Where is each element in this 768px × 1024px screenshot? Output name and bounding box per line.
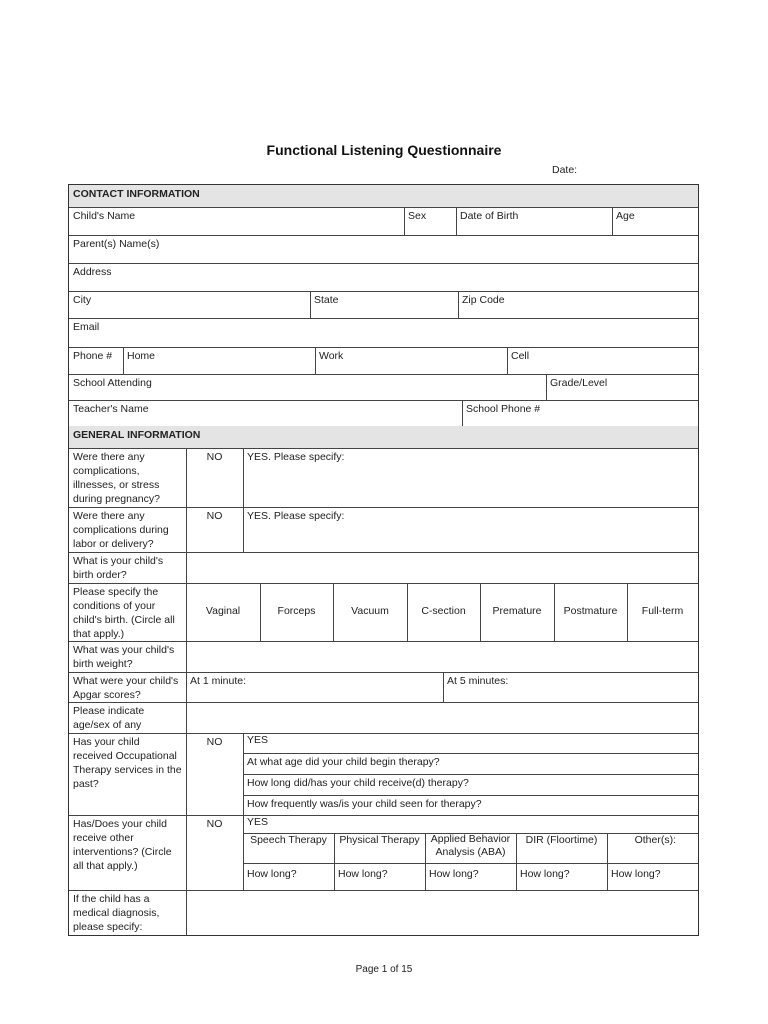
medical-diagnosis-field[interactable] <box>186 890 698 935</box>
apgar-5min-label: At 5 minutes: <box>447 675 509 687</box>
no-label: NO <box>206 736 223 748</box>
intervention-dir-floortime[interactable]: DIR (Floortime) <box>525 834 598 846</box>
sex-label: Sex <box>408 210 427 222</box>
grade-level-label: Grade/Level <box>550 377 608 389</box>
question-labor: Were there any complications during labor or delivery? <box>73 510 169 550</box>
yes-label: YES <box>247 816 269 828</box>
childs-name-label: Child's Name <box>73 210 136 222</box>
others-how-long-field[interactable] <box>607 865 698 890</box>
question-other-interventions: Has/Does your child receive other interventions? (Circle all that apply.) <box>73 818 172 872</box>
question-medical-diagnosis: If the child has a medical diagnosis, please specify: <box>73 893 160 933</box>
question-pregnancy: Were there any complications, illnesses, or stress during pregnancy? <box>73 451 160 505</box>
phone-label-cell <box>69 347 123 374</box>
ot-duration-field[interactable] <box>243 774 698 795</box>
question-birth-conditions: Please specify the conditions of your child's birth. (Circle all that apply.) <box>73 586 175 640</box>
how-long-label: How long? <box>247 868 297 880</box>
how-long-label: How long? <box>338 868 388 880</box>
condition-postmature[interactable]: Postmature <box>563 605 618 617</box>
ot-begin-age-label: At what age did your child begin therapy? <box>247 756 440 768</box>
condition-c-section[interactable]: C-section <box>421 605 466 617</box>
phone-label: Phone # <box>73 350 113 362</box>
city-field[interactable] <box>69 291 310 318</box>
pregnancy-no-option[interactable] <box>186 448 243 507</box>
cell-phone-label: Cell <box>511 350 530 362</box>
ot-duration-label: How long did/has your child receive(d) therapy? <box>247 777 469 789</box>
how-long-label: How long? <box>429 868 479 880</box>
address-field[interactable] <box>69 263 698 291</box>
yes-label: YES <box>247 734 269 746</box>
intervention-others[interactable]: Other(s): <box>634 834 676 846</box>
no-label: NO <box>206 818 223 830</box>
ot-begin-age-field[interactable] <box>243 753 698 774</box>
school-attending-label: School Attending <box>73 377 152 389</box>
state-field[interactable] <box>310 291 458 318</box>
zip-field[interactable] <box>458 291 698 318</box>
contact-section-header: CONTACT INFORMATION <box>69 185 698 207</box>
question-birth-weight: What was your child's birth weight? <box>73 644 175 670</box>
state-label: State <box>314 294 339 306</box>
ot-frequency-field[interactable] <box>243 795 698 815</box>
speech-how-long-field[interactable] <box>243 865 334 890</box>
intervention-speech-therapy[interactable]: Speech Therapy <box>250 834 327 846</box>
grade-level-field[interactable] <box>546 374 698 400</box>
teacher-name-field[interactable] <box>69 400 462 426</box>
parents-name-label: Parent(s) Name(s) <box>73 238 160 250</box>
question-siblings: Please indicate age/sex of any <box>73 705 145 731</box>
yes-specify-label: YES. Please specify: <box>247 451 345 463</box>
no-label: NO <box>206 510 223 522</box>
questionnaire-form <box>68 184 699 936</box>
apgar-1min-label: At 1 minute: <box>190 675 247 687</box>
email-field[interactable] <box>69 318 698 347</box>
condition-forceps[interactable]: Forceps <box>277 605 316 617</box>
ot-no-option[interactable] <box>186 733 243 815</box>
apgar-1min-field[interactable] <box>186 672 443 702</box>
question-apgar: What were your child's Apgar scores? <box>73 675 179 701</box>
condition-vaginal[interactable]: Vaginal <box>205 605 241 617</box>
how-long-label: How long? <box>520 868 570 880</box>
school-phone-field[interactable] <box>462 400 698 426</box>
page-number: Page 1 of 15 <box>355 964 413 975</box>
intervention-aba[interactable]: Applied Behavior Analysis (ABA) <box>430 833 511 858</box>
ot-yes-option[interactable] <box>243 733 698 751</box>
siblings-field[interactable] <box>186 702 698 733</box>
childs-name-field[interactable] <box>69 207 404 235</box>
labor-specify-field[interactable] <box>243 507 698 552</box>
apgar-5min-field[interactable] <box>443 672 698 702</box>
pregnancy-specify-field[interactable] <box>243 448 698 507</box>
age-label: Age <box>616 210 635 222</box>
home-phone-field[interactable] <box>123 347 315 374</box>
ot-frequency-label: How frequently was/is your child seen for therapy? <box>247 798 482 810</box>
birth-order-field[interactable] <box>186 552 698 583</box>
age-field[interactable] <box>612 207 698 235</box>
how-long-label: How long? <box>611 868 661 880</box>
dob-field[interactable] <box>456 207 612 235</box>
sex-field[interactable] <box>404 207 456 235</box>
zip-label: Zip Code <box>462 294 505 306</box>
physical-how-long-field[interactable] <box>334 865 425 890</box>
work-phone-label: Work <box>319 350 344 362</box>
teacher-name-label: Teacher's Name <box>73 403 149 415</box>
address-label: Address <box>73 266 112 278</box>
condition-vacuum[interactable]: Vacuum <box>351 605 389 617</box>
dir-how-long-field[interactable] <box>516 865 607 890</box>
interventions-no-option[interactable] <box>186 815 243 890</box>
school-attending-field[interactable] <box>69 374 546 400</box>
work-phone-field[interactable] <box>315 347 507 374</box>
aba-how-long-field[interactable] <box>425 865 516 890</box>
email-label: Email <box>73 321 100 333</box>
yes-specify-label: YES. Please specify: <box>247 510 345 522</box>
question-occupational-therapy: Has your child received Occupational Therapy services in the past? <box>73 736 182 790</box>
birth-weight-field[interactable] <box>186 641 698 672</box>
home-phone-label: Home <box>127 350 156 362</box>
intervention-physical-therapy[interactable]: Physical Therapy <box>339 834 420 846</box>
labor-no-option[interactable] <box>186 507 243 552</box>
date-label: Date: <box>552 164 578 176</box>
general-section-header: GENERAL INFORMATION <box>69 426 698 448</box>
cell-phone-field[interactable] <box>507 347 698 374</box>
no-label: NO <box>206 451 223 463</box>
condition-full-term[interactable]: Full-term <box>641 605 684 617</box>
city-label: City <box>73 294 92 306</box>
page-title: Functional Listening Questionnaire <box>266 142 502 158</box>
dob-label: Date of Birth <box>460 210 519 222</box>
parents-name-field[interactable] <box>69 235 698 263</box>
interventions-yes-option[interactable] <box>243 815 698 833</box>
question-birth-order: What is your child's birth order? <box>73 555 164 581</box>
condition-premature[interactable]: Premature <box>492 605 542 617</box>
school-phone-label: School Phone # <box>466 403 541 415</box>
